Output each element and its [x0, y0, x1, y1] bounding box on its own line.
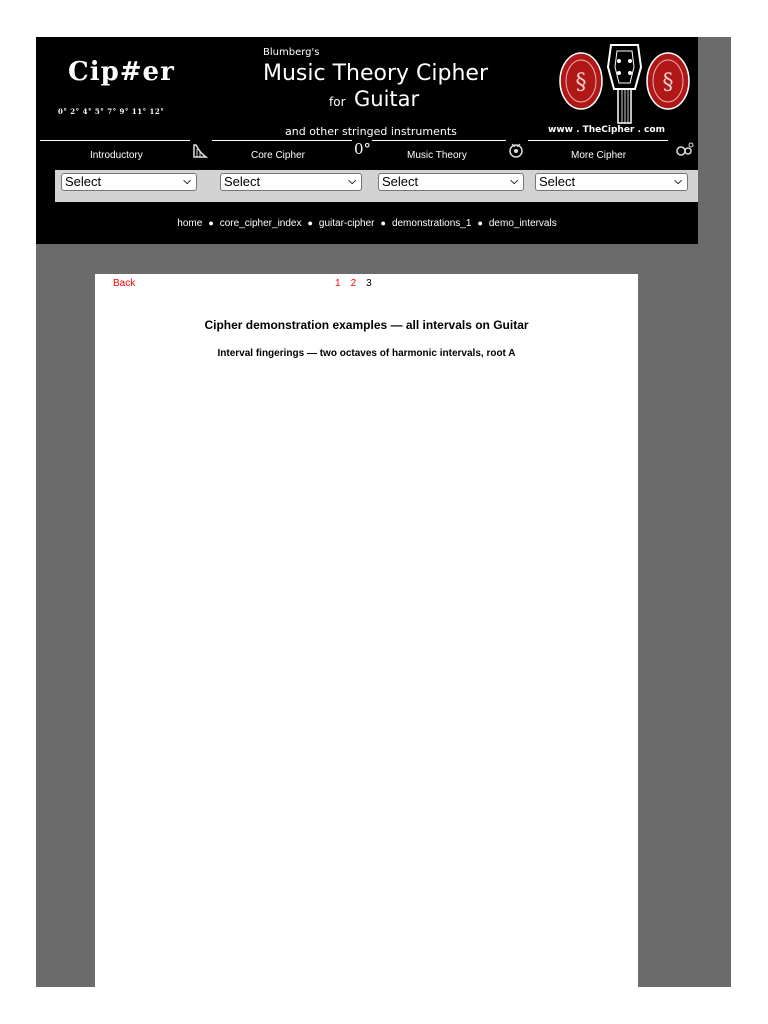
pager [335, 278, 382, 289]
page-link-1[interactable]: 1 [335, 278, 341, 289]
page-link-2[interactable]: 2 [350, 278, 357, 289]
site-header [36, 37, 698, 244]
bullet-icon: ● [307, 218, 313, 228]
chevron-down-icon: ⌵ [348, 176, 356, 187]
site-url[interactable]: www . TheCipher . com [548, 125, 665, 135]
breadcrumb-core-cipher-index[interactable]: core_cipher_index [219, 218, 302, 229]
content-panel [95, 274, 638, 987]
title-subtitle: and other stringed instruments [285, 125, 457, 138]
title-author: Blumberg's [263, 47, 320, 58]
menu-label-music-theory: Music Theory [407, 150, 467, 161]
select-value: Select [382, 174, 419, 189]
page-subtitle: Interval fingerings — two octaves of harmonic intervals, root A [217, 348, 516, 359]
menu-label-more-cipher: More Cipher [571, 150, 627, 161]
page-current-3: 3 [366, 278, 372, 289]
cipher-logo[interactable]: Cip#er [68, 57, 175, 87]
svg-text:§: § [662, 70, 674, 95]
title-guitar: Guitar [354, 87, 420, 111]
menu-divider [40, 140, 190, 141]
chevron-down-icon: ⌵ [183, 176, 191, 187]
select-value: Select [224, 174, 261, 189]
select-music-theory[interactable] [378, 173, 524, 191]
chevron-down-icon: ⌵ [674, 176, 682, 187]
harp-icon [192, 143, 208, 162]
select-introductory[interactable] [61, 173, 197, 191]
breadcrumb-demonstrations[interactable]: demonstrations_1 [391, 218, 472, 229]
chevron-down-icon: ⌵ [510, 176, 518, 187]
breadcrumb-guitar-cipher[interactable]: guitar-cipher [318, 218, 375, 229]
breadcrumb [36, 218, 698, 229]
select-value: Select [539, 174, 576, 189]
svg-text:§: § [575, 70, 587, 95]
menu-label-core-cipher: Core Cipher [251, 150, 305, 161]
menu-divider [212, 140, 352, 141]
menu-divider [528, 140, 668, 141]
breadcrumb-home[interactable]: home [177, 218, 203, 229]
title-for: for [329, 95, 346, 109]
zero-degree-icon: 0° [354, 140, 372, 158]
back-link[interactable]: Back [113, 278, 136, 289]
title-main: Music Theory Cipher [263, 61, 488, 86]
bullet-icon: ● [477, 218, 483, 228]
bullet-icon: ● [380, 218, 386, 228]
select-more-cipher[interactable] [535, 173, 688, 191]
cipher-glyph-icon [676, 142, 694, 161]
site-title [231, 45, 521, 145]
select-value: Select [65, 174, 102, 189]
guitar-headstock-emblem-icon[interactable] [541, 39, 691, 139]
menu-label-introductory: Introductory [90, 150, 143, 161]
cipher-wheel-icon [507, 141, 525, 162]
page-title: Cipher demonstration examples — all intervals on Guitar [204, 318, 529, 332]
select-core-cipher[interactable] [220, 173, 362, 191]
cipher-logo-degrees: 0° 2° 4° 5° 7° 9° 11° 12° [58, 107, 165, 116]
breadcrumb-demo-intervals[interactable]: demo_intervals [488, 218, 557, 229]
menu-divider [372, 140, 506, 141]
bullet-icon: ● [208, 218, 214, 228]
